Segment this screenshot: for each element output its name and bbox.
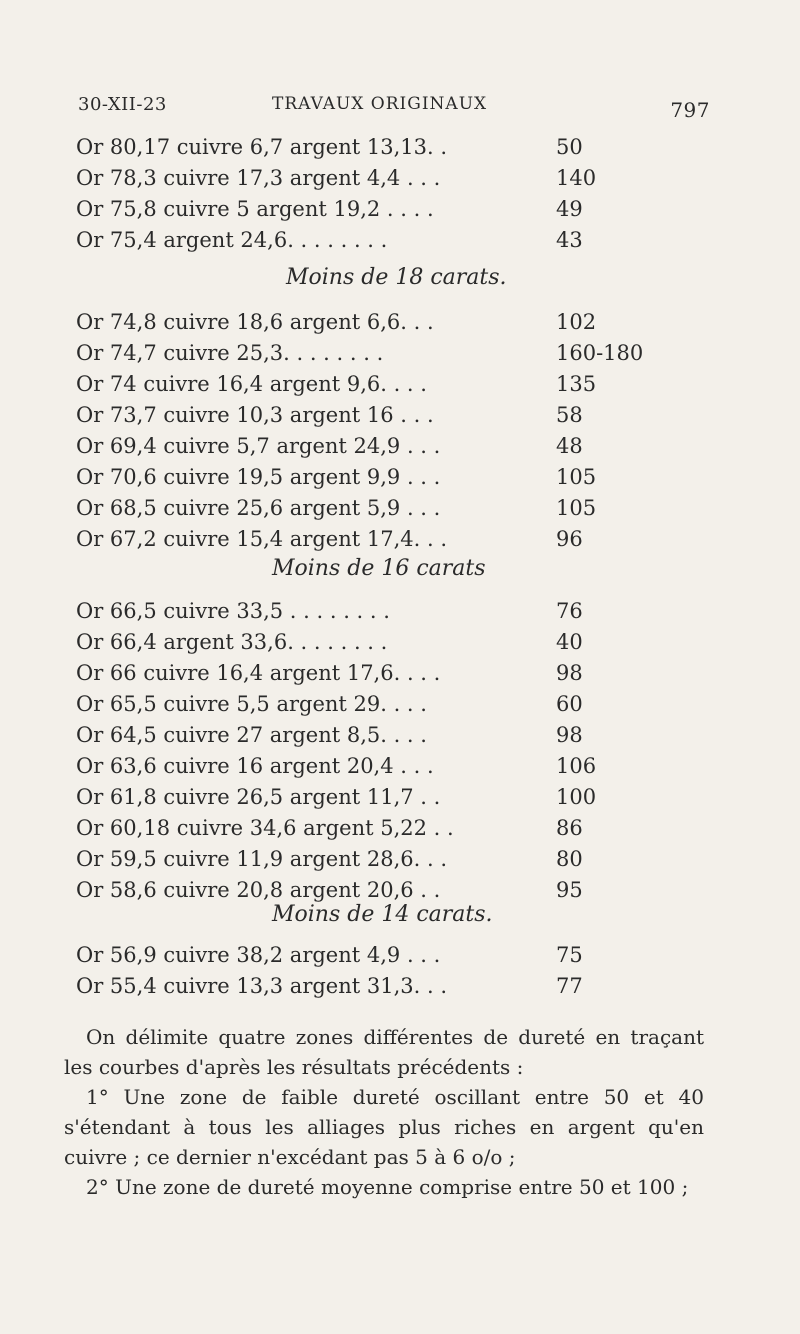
alloy-list-group-4 (76, 940, 636, 1002)
alloy-list-group-2 (76, 307, 644, 555)
alloy-row: Or 56,9 cuivre 38,2 argent 4,9 . . . 75 (76, 943, 583, 967)
alloy-row: Or 66,4 argent 33,6. . . . . . . . 40 (76, 630, 583, 654)
alloy-row: Or 69,4 cuivre 5,7 argent 24,9 . . . 48 (76, 434, 583, 458)
header-date: 30-XII-23 (78, 94, 167, 115)
alloy-row: Or 66 cuivre 16,4 argent 17,6. . . . 98 (76, 661, 583, 685)
alloy-row: Or 74,8 cuivre 18,6 argent 6,6. . . 102 (76, 310, 597, 334)
page-number: 797 (670, 98, 710, 122)
section-heading-14-carats: Moins de 14 carats. (272, 902, 493, 927)
section-heading-18-carats: Moins de 18 carats. (286, 265, 507, 290)
alloy-row: Or 60,18 cuivre 34,6 argent 5,22 . . 86 (76, 816, 583, 840)
alloy-row: Or 70,6 cuivre 19,5 argent 9,9 . . . 105 (76, 465, 597, 489)
alloy-row: Or 80,17 cuivre 6,7 argent 13,13. . 50 (76, 135, 583, 159)
paragraph-zone-2: 2° Une zone de dureté moyenne comprise entre 50 et 100 ; (86, 1175, 689, 1199)
header-title: TRAVAUX ORIGINAUX (272, 94, 488, 114)
alloy-list-group-3 (76, 596, 636, 906)
alloy-list-group-1 (76, 132, 636, 256)
alloy-row: Or 73,7 cuivre 10,3 argent 16 . . . 58 (76, 403, 583, 427)
body-paragraphs (64, 1022, 704, 1202)
alloy-row: Or 75,8 cuivre 5 argent 19,2 . . . . 49 (76, 197, 583, 221)
alloy-row: Or 66,5 cuivre 33,5 . . . . . . . . 76 (76, 599, 583, 623)
alloy-row: Or 58,6 cuivre 20,8 argent 20,6 . . 95 (76, 878, 583, 902)
alloy-row: Or 74,7 cuivre 25,3. . . . . . . . 160-180 (76, 341, 644, 365)
paragraph-intro: On délimite quatre zones différentes de dureté en traçant les courbes d'après les résultats précédents : (64, 1025, 704, 1079)
alloy-row: Or 78,3 cuivre 17,3 argent 4,4 . . . 140 (76, 166, 597, 190)
alloy-row: Or 64,5 cuivre 27 argent 8,5. . . . 98 (76, 723, 583, 747)
alloy-row: Or 74 cuivre 16,4 argent 9,6. . . . 135 (76, 372, 597, 396)
alloy-row: Or 61,8 cuivre 26,5 argent 11,7 . . 100 (76, 785, 597, 809)
alloy-row: Or 68,5 cuivre 25,6 argent 5,9 . . . 105 (76, 496, 597, 520)
section-heading-16-carats: Moins de 16 carats (272, 556, 486, 581)
running-header (78, 94, 710, 124)
alloy-row: Or 67,2 cuivre 15,4 argent 17,4. . . 96 (76, 527, 583, 551)
alloy-row: Or 59,5 cuivre 11,9 argent 28,6. . . 80 (76, 847, 583, 871)
alloy-row: Or 63,6 cuivre 16 argent 20,4 . . . 106 (76, 754, 597, 778)
paragraph-zone-1: 1° Une zone de faible dureté oscillant entre 50 et 40 s'étendant à tous les alliages plus riches en argent qu'en cuivre ; ce dernier n'excédant pas 5 à 6 o/o ; (64, 1085, 704, 1169)
alloy-row: Or 55,4 cuivre 13,3 argent 31,3. . . 77 (76, 974, 583, 998)
alloy-row: Or 75,4 argent 24,6. . . . . . . . 43 (76, 228, 583, 252)
alloy-row: Or 65,5 cuivre 5,5 argent 29. . . . 60 (76, 692, 583, 716)
